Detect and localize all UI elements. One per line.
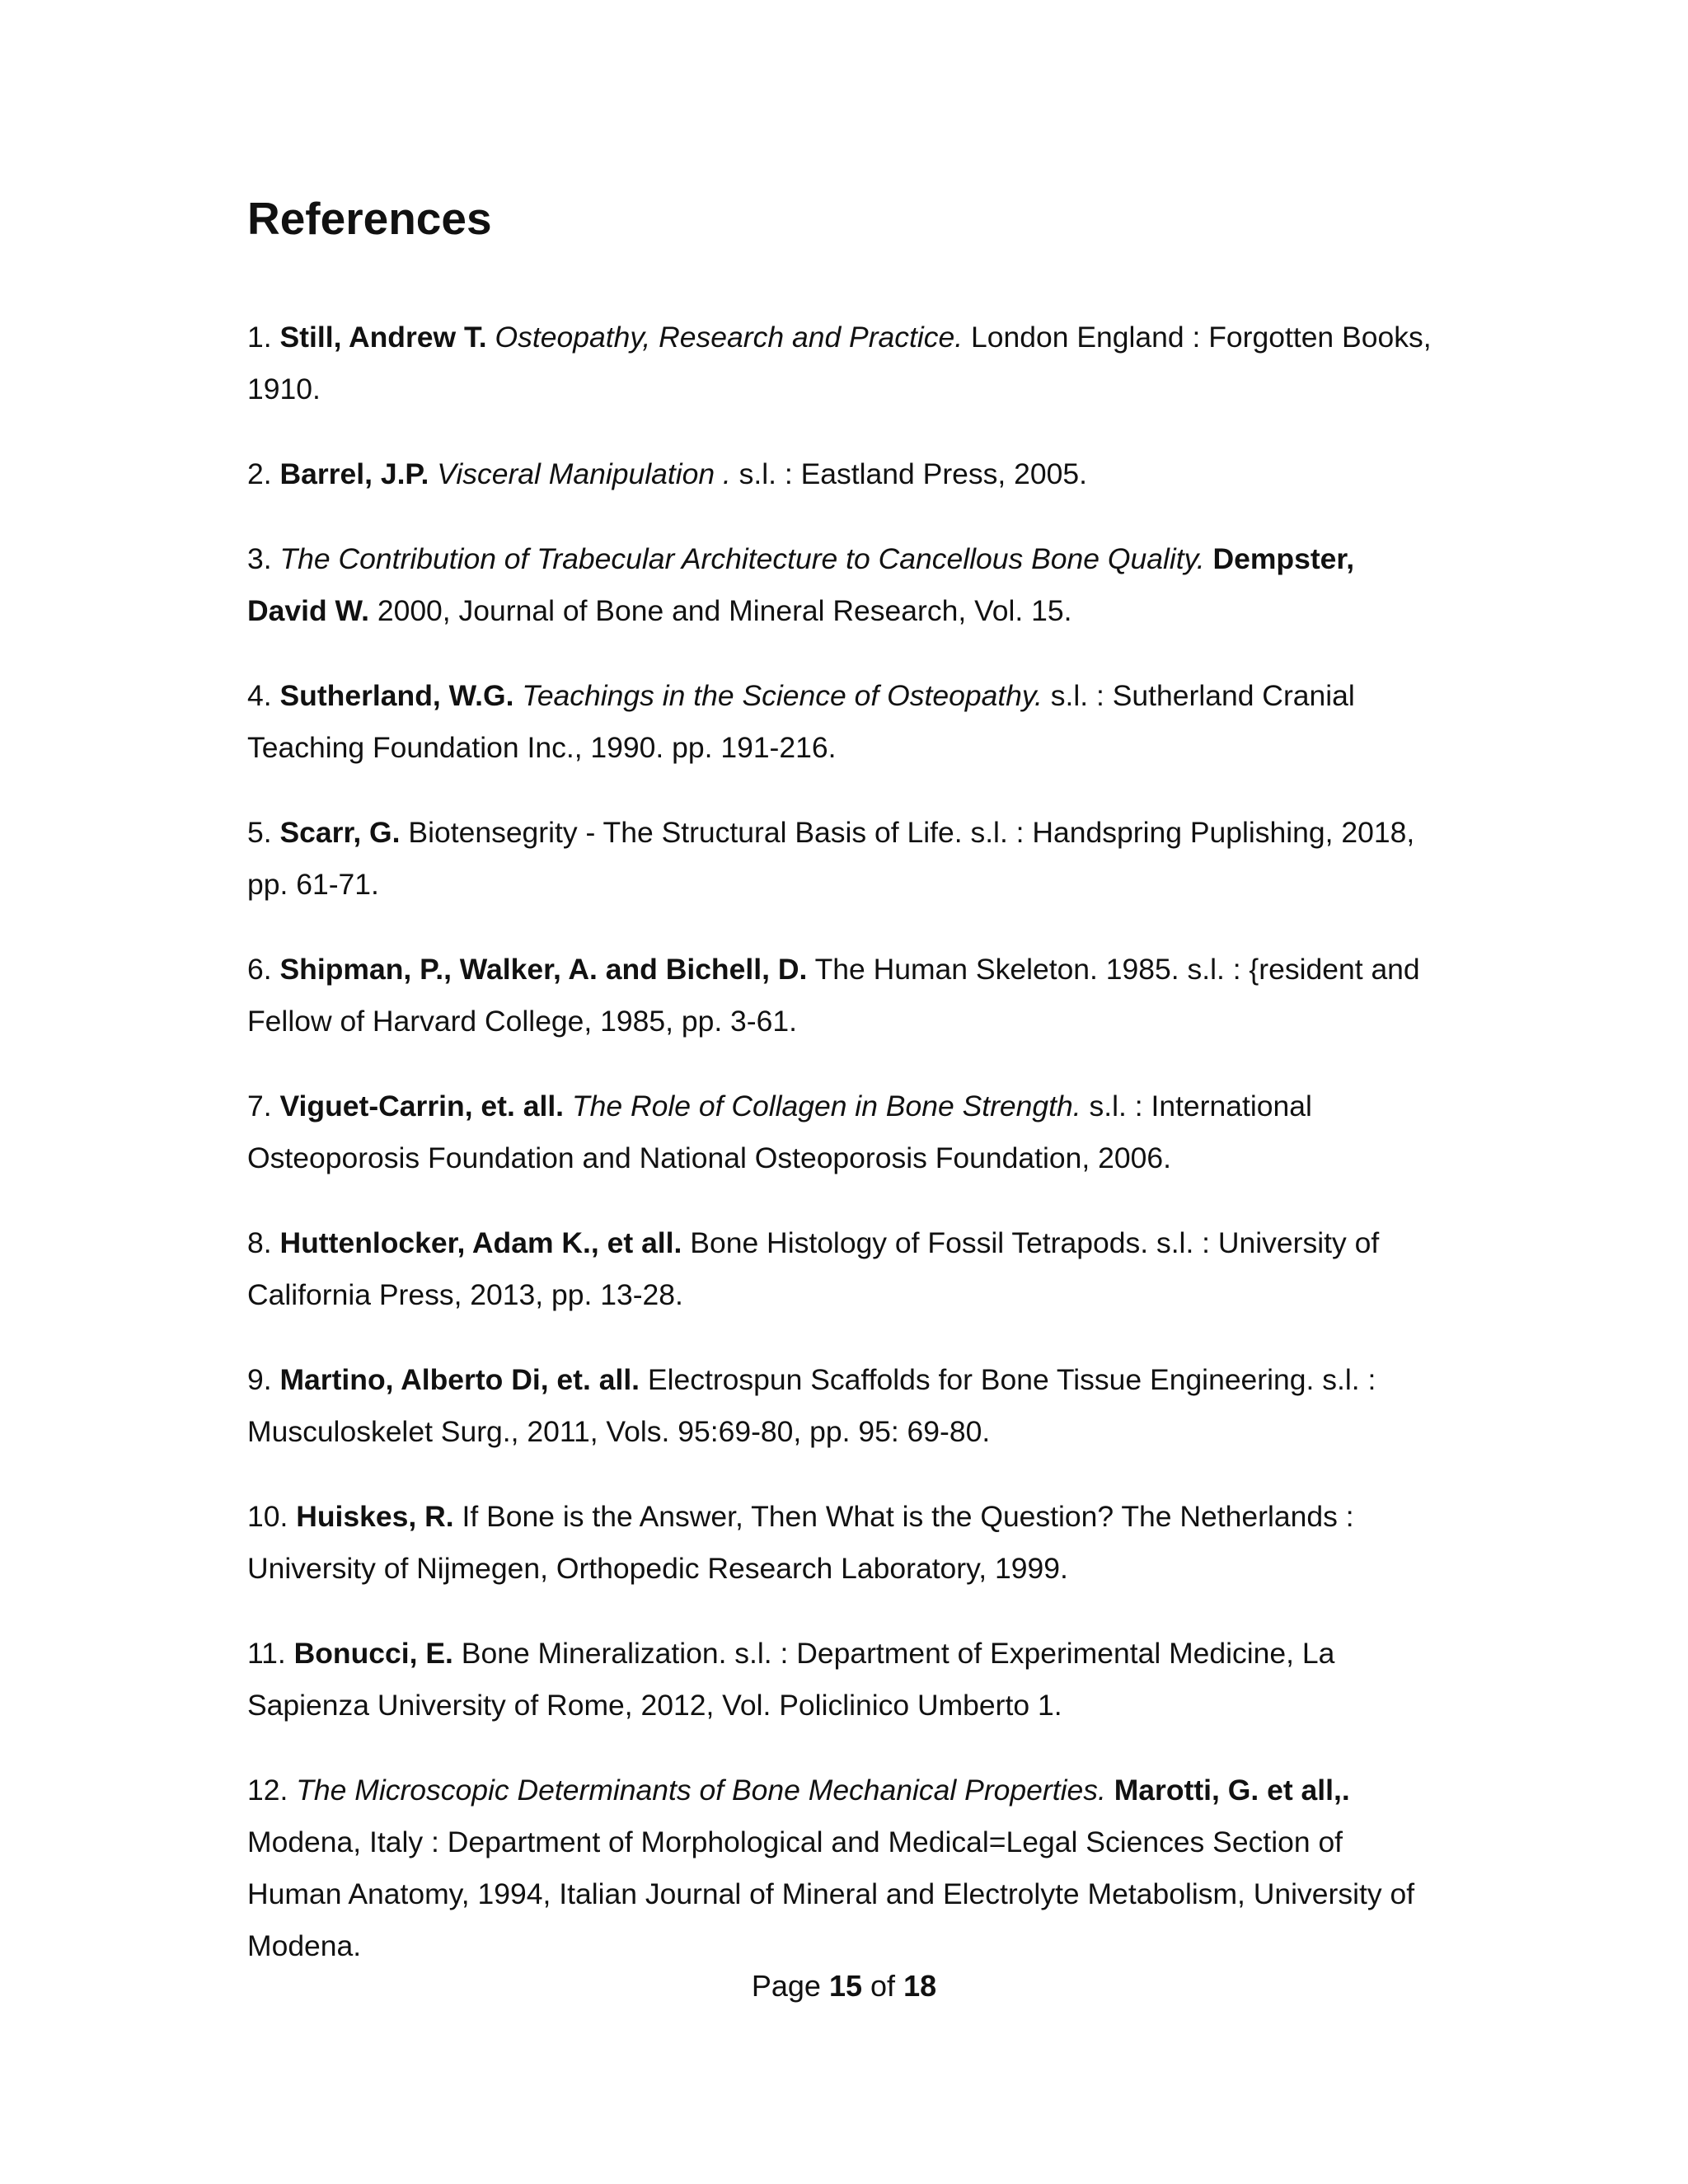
reference-title: The Microscopic Determinants of Bone Mechanical Properties. [296,1774,1106,1807]
reference-author: Huiskes, R. [296,1500,454,1533]
reference-item-4 [247,670,1434,774]
reference-item-1 [247,312,1434,415]
current-page-number: 15 [828,1969,863,2003]
reference-number: 9. [247,1363,272,1396]
reference-details: Biotensegrity - The Structural Basis of Life. s.l. : Handspring Puplishing, 2018, pp. 61-71. [247,816,1415,901]
reference-author: Viguet-Carrin, et. all. [279,1090,565,1122]
reference-item-2 [247,448,1434,500]
reference-author: Scarr, G. [279,816,401,849]
reference-title: Teachings in the Science of Osteopathy. [522,679,1043,712]
reference-title: Osteopathy, Research and Practice. [495,321,964,354]
reference-number: 12. [247,1774,288,1807]
reference-number: 2. [247,457,272,490]
page-of-label: of [870,1969,896,2003]
reference-list [247,312,1434,2005]
reference-item-10 [247,1491,1434,1595]
reference-item-11 [247,1628,1434,1732]
reference-author: Marotti, G. et all,. [1114,1774,1350,1807]
reference-item-12 [247,1765,1434,1972]
page-label: Page [751,1969,821,2003]
reference-author: Barrel, J.P. [279,457,429,490]
reference-author: Still, Andrew T. [279,321,487,354]
reference-details: The Human Skeleton. 1985. s.l. : {resident and Fellow of Harvard College, 1985, pp. 3-61. [247,953,1420,1038]
reference-details: Bone Mineralization. s.l. : Department of Experimental Medicine, La Sapienza University of Rome, 2012, Vol. Policlinico Umberto 1. [247,1637,1335,1722]
reference-details: s.l. : Eastland Press, 2005. [738,457,1087,490]
reference-number: 10. [247,1500,288,1533]
reference-item-6 [247,944,1434,1047]
total-page-count: 18 [903,1969,937,2003]
reference-number: 1. [247,321,272,354]
reference-details: 2000, Journal of Bone and Mineral Research, Vol. 15. [377,594,1072,627]
reference-number: 8. [247,1226,272,1259]
reference-title: The Contribution of Trabecular Architecture to Cancellous Bone Quality. [279,542,1205,575]
reference-title: Visceral Manipulation . [437,457,731,490]
reference-number: 3. [247,542,272,575]
reference-details: Bone Histology of Fossil Tetrapods. s.l. : University of California Press, 2013, pp. 13-28. [247,1226,1380,1311]
reference-details: Electrospun Scaffolds for Bone Tissue Engineering. s.l. : Musculoskelet Surg., 2011, Vols. 95:69-80, pp. 95: 69-80. [247,1363,1376,1448]
reference-item-8 [247,1217,1434,1321]
reference-number: 7. [247,1090,272,1122]
reference-item-3 [247,533,1434,637]
reference-number: 11. [247,1637,286,1670]
reference-author: Shipman, P., Walker, A. and Bichell, D. [279,953,808,986]
reference-number: 6. [247,953,272,986]
reference-item-5 [247,807,1434,911]
reference-author: Sutherland, W.G. [279,679,514,712]
reference-item-9 [247,1354,1434,1458]
reference-author: Bonucci, E. [293,1637,453,1670]
reference-details: s.l. : International Osteoporosis Foundation and National Osteoporosis Foundation, 2006. [247,1090,1312,1174]
reference-details: s.l. : Sutherland Cranial Teaching Foundation Inc., 1990. pp. 191-216. [247,679,1355,764]
reference-author: Martino, Alberto Di, et. all. [279,1363,640,1396]
reference-author: Dempster, David W. [247,542,1355,627]
reference-details: London England : Forgotten Books, 1910. [247,321,1432,405]
reference-title: The Role of Collagen in Bone Strength. [571,1090,1081,1122]
reference-details: If Bone is the Answer, Then What is the Question? The Netherlands : University of Nijmegen, Orthopedic Research Laboratory, 1999. [247,1500,1354,1585]
reference-details: Modena, Italy : Department of Morphological and Medical=Legal Sciences Section of Human Anatomy, 1994, Italian Journal of Mineral and Electrolyte Metabolism, University of Modena. [247,1825,1415,1962]
reference-author: Huttenlocker, Adam K., et all. [279,1226,682,1259]
reference-number: 5. [247,816,272,849]
page-title: References [247,193,492,244]
page-footer [0,1968,1688,2004]
reference-item-7 [247,1080,1434,1184]
reference-number: 4. [247,679,272,712]
